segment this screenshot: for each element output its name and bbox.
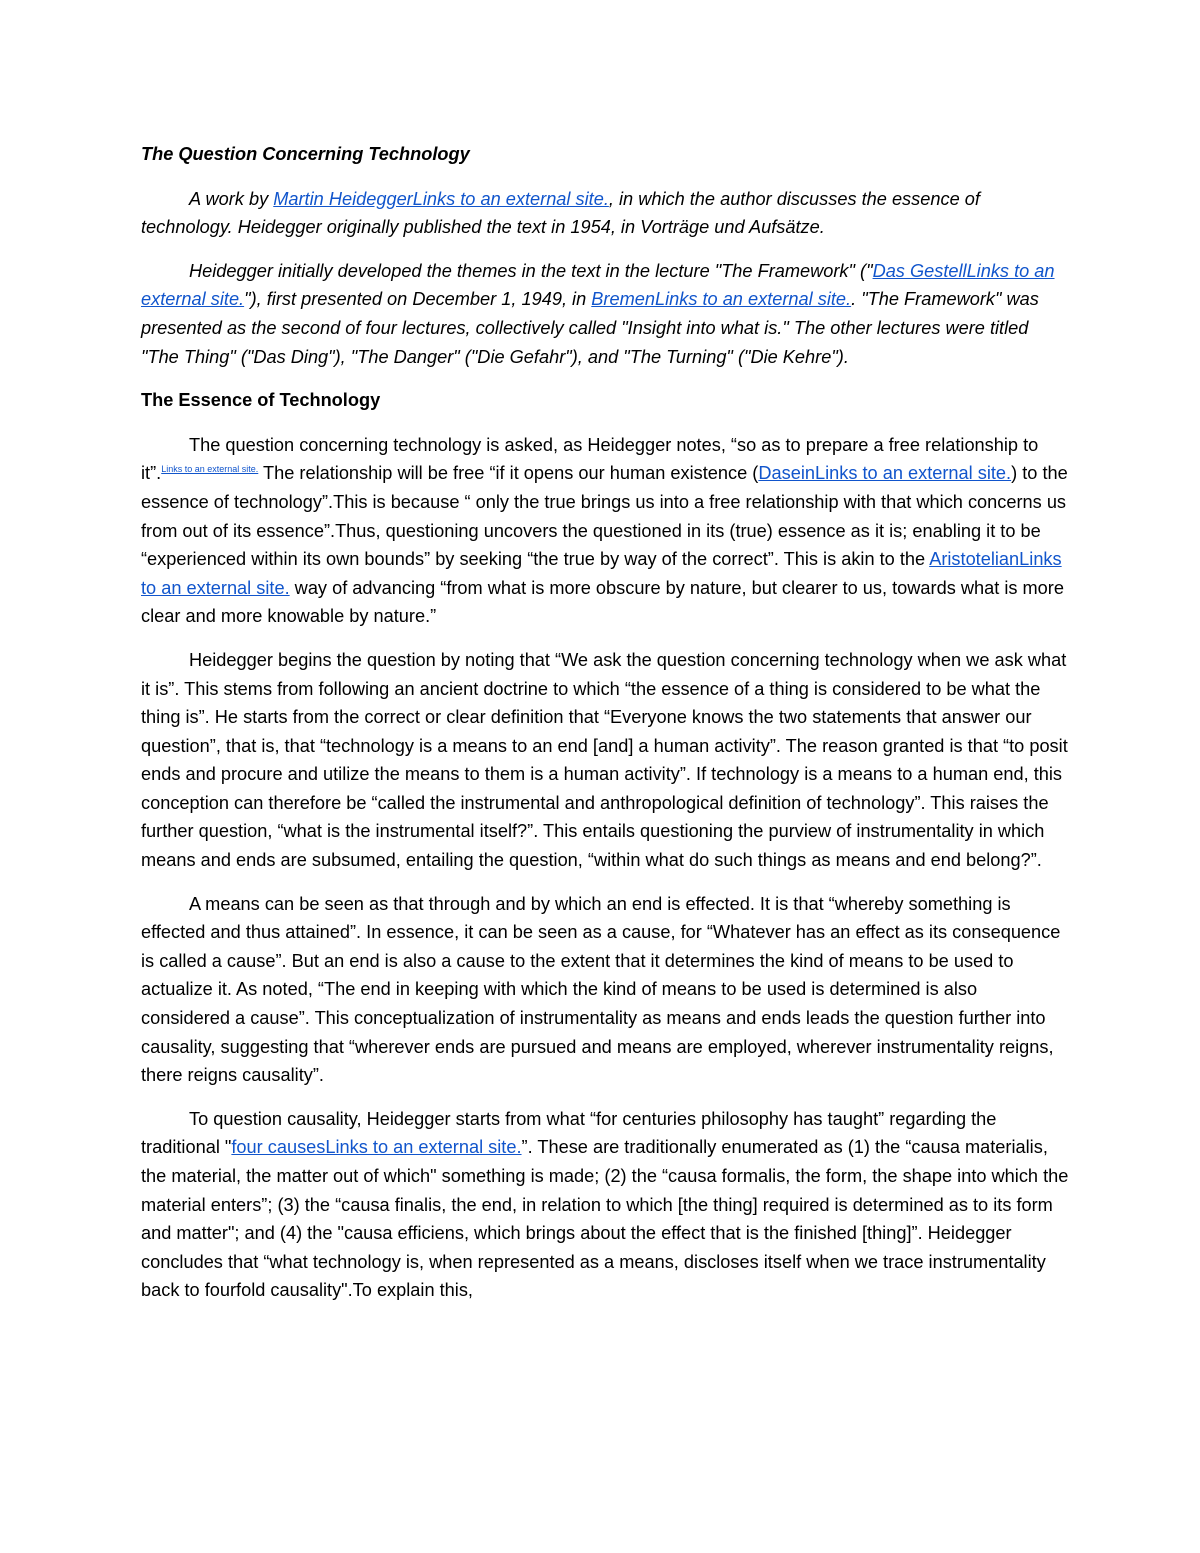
text-run: To question causality, Heidegger starts from what “for centuries philosophy has taught” regarding the traditional " [141, 1108, 997, 1158]
body-paragraph-3: A means can be seen as that through and by which an end is effected. It is that “whereby something is effected and thus attained”. In essence, it can be seen as a cause, for “Whatever has an effect as its consequence is called a cause”. But an end is also a cause to the extent that it determines the kind of means to be used to actualize it. As noted, “The end in keeping with which the kind of means to be used is determined is also considered a cause”. This conceptualization of instrumentality as means and ends leads the question further into causality, suggesting that “wherever ends are pursued and means are employed, wherever instrumentality reigns, there reigns causality”. [141, 893, 1061, 1086]
link-das-gestell[interactable]: Das GestellLinks to an external site. [141, 260, 1055, 310]
document-title: The Question Concerning Technology [141, 144, 470, 164]
text-run: ”. These are traditionally enumerated as (1) the “causa materialis, the material, the matter out of which" something is made; (2) the “causa formalis, the form, the shape into which the material enters”; (3) the “causa finalis, the end, in relation to which [the thing] required is determined as to its form and matter"; and (4) the "causa efficiens, which brings about the effect that is the finished [thing]”. Heidegger concludes that “what technology is, when represented as a means, discloses itself when we trace instrumentality back to fourfold causality".To explain this, [141, 1137, 1069, 1301]
link-martin-heidegger[interactable]: Martin HeideggerLinks to an external site. [273, 188, 609, 209]
text-run: way of advancing “from what is more obscure by nature, but clearer to us, towards what is more clear and more knowable by nature.” [141, 577, 1064, 627]
document-body [141, 140, 1071, 1320]
section-heading: The Essence of Technology [141, 390, 381, 411]
body-paragraph-1 [141, 431, 1071, 631]
text-run: Heidegger initially developed the themes in the text in the lecture "The Framework" (" [189, 260, 873, 281]
link-aristotelian[interactable]: AristotelianLinks to an external site. [141, 549, 1062, 598]
body-paragraph-4 [141, 1105, 1071, 1305]
intro-paragraph-2 [141, 257, 1071, 371]
text-run: "), first presented on December 1, 1949, in [244, 289, 592, 310]
text-run: The question concerning technology is asked, as Heidegger notes, “so as to prepare a free relationship to it”. [141, 434, 1039, 484]
text-run: . "The Framework" was presented as the second of four lectures, collectively called "Insight into what is." The other lectures were titled "The Thing" ("Das Ding"), "The Danger" ("Die Gefahr"), and "The Turning" ("Die Kehre"). [141, 289, 1039, 367]
body-paragraph-2: Heidegger begins the question by noting that “We ask the question concerning technology when we ask what it is”. This stems from following an ancient doctrine to which “the essence of a thing is considered to be what the thing is”. He starts from the correct or clear definition that “Everyone knows the two statements that answer our question”, that is, that “technology is a means to an end [and] a human activity”. The reason granted is that “to posit ends and procure and utilize the means to them is a human activity”. If technology is a means to a human end, this conception can therefore be “called the instrumental and anthropological definition of technology”. This raises the further question, “what is the instrumental itself?”. This entails questioning the purview of instrumentality in which means and ends are subsumed, entailing the question, “within what do such things as means and end belong?”. [141, 649, 1068, 871]
link-external-site-superscript[interactable]: Links to an external site. [161, 464, 259, 475]
intro-paragraph-1 [141, 185, 1071, 242]
link-four-causes[interactable]: four causesLinks to an external site. [231, 1137, 522, 1158]
text-run: A work by [189, 188, 274, 209]
text-run: , in which the author discusses the essence of technology. Heidegger originally published the text in 1954, in Vorträge und Aufsätze. [141, 188, 980, 238]
link-bremen[interactable]: BremenLinks to an external site. [591, 289, 852, 310]
link-dasein[interactable]: DaseinLinks to an external site. [758, 463, 1012, 484]
text-run: The relationship will be free “if it opens our human existence ( [258, 463, 759, 484]
text-run: ) to the essence of technology”.This is because “ only the true brings us into a free relationship with that which concerns us from out of its essence”.Thus, questioning uncovers the questioned in its (true) essence as it is; enabling it to be “experienced within its own bounds” by seeking “the true by way of the correct”. This is akin to the [141, 463, 1068, 570]
intro-section [141, 185, 1071, 372]
